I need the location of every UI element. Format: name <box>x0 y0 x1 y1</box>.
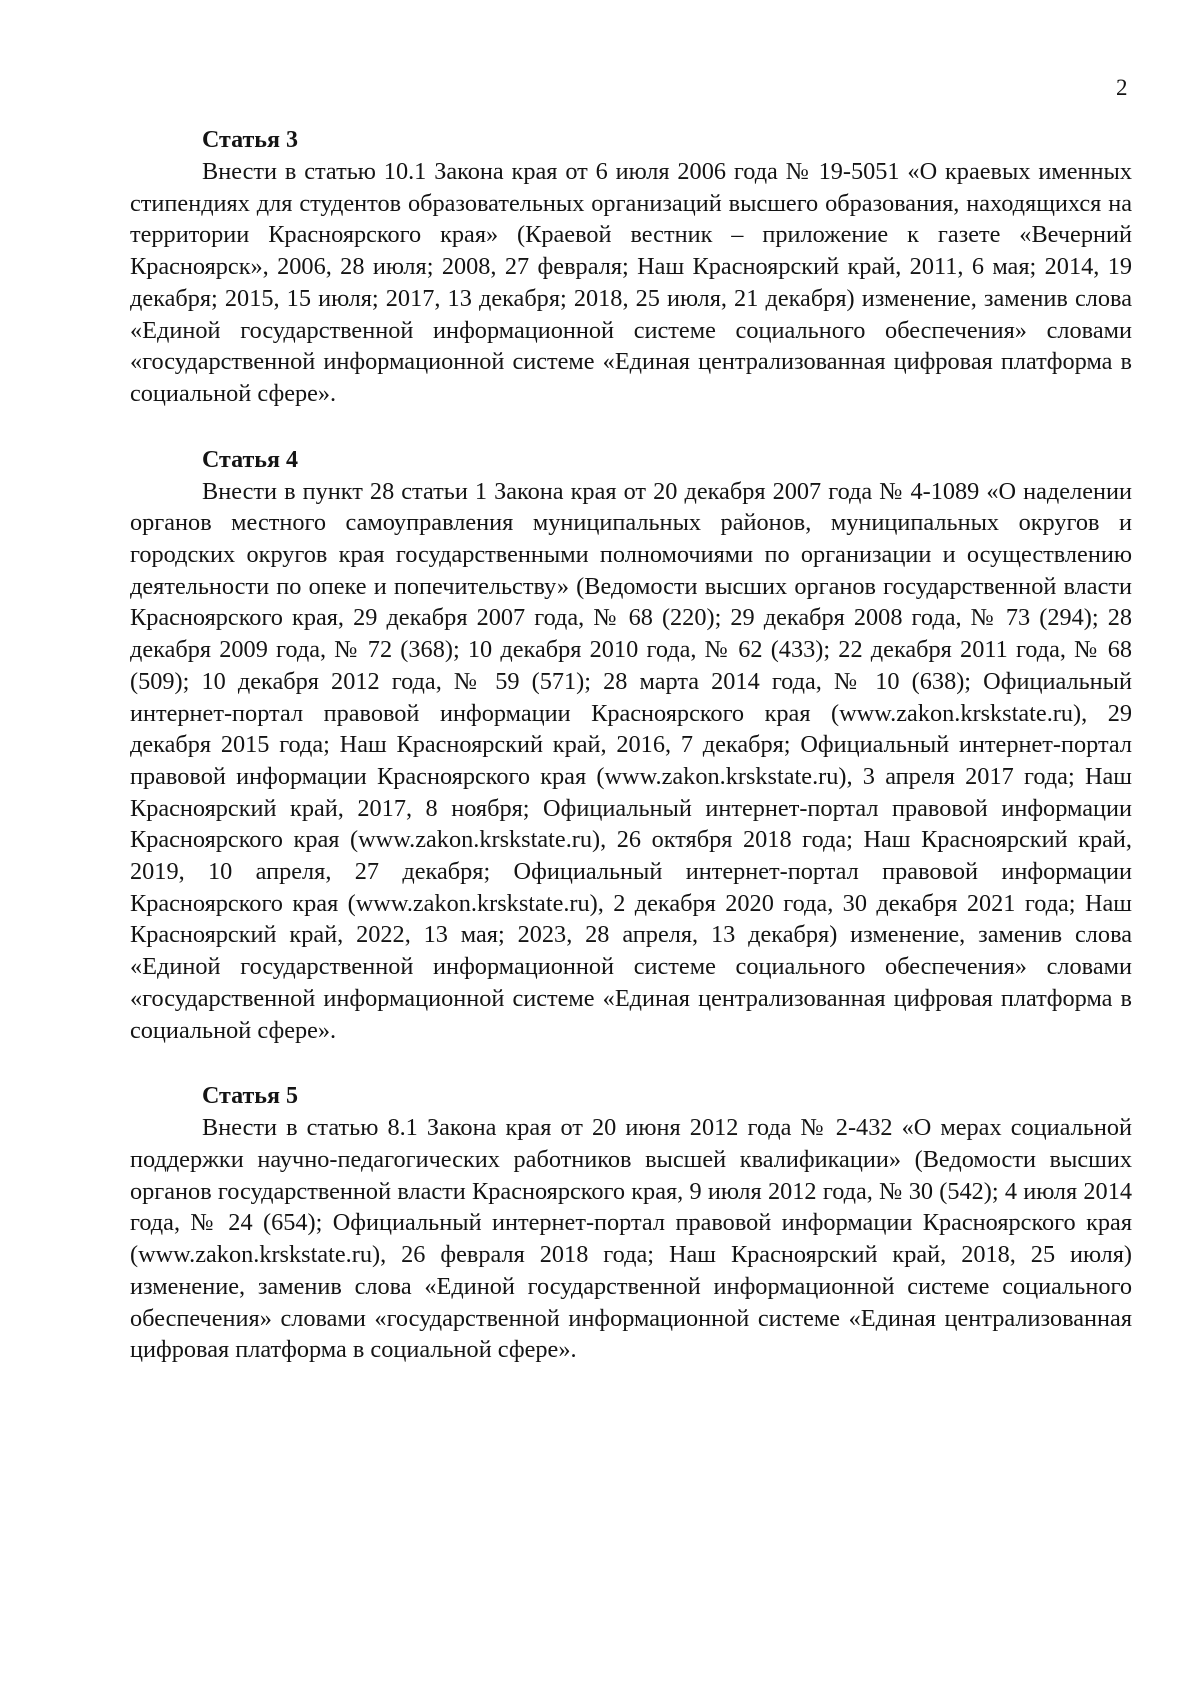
article-4 <box>130 444 1132 1047</box>
article-title: Статья 3 <box>202 127 298 153</box>
page-number: 2 <box>1116 75 1128 100</box>
article-title: Статья 4 <box>202 446 298 473</box>
article-title: Статья 5 <box>202 1083 298 1110</box>
article-3 <box>130 124 1132 410</box>
article-text: Внести в статью 8.1 Закона края от 20 июня 2012 года № 2-432 «О мерах социальной поддержки научно-педагогических работников высшей квалификации» (Ведомости высших органов государственной власти Красноярского края, 9 июля 2012 года, № 30 (542); 4 июля 2014 года, № 24 (654); Официальный интернет-портал правовой информации Красноярского края (www.zakon.krskstate.ru), 26 февраля 2018 года; Наш Красноярский край, 2018, 25 июля) изменение, заменив слова «Единой государственной информационной системе социального обеспечения» словами «государственной информационной системе «Единая централизованная цифровая платформа в социальной сфере». <box>130 1114 1132 1364</box>
document-body <box>130 124 1132 1366</box>
article-text: Внести в статью 10.1 Закона края от 6 июля 2006 года № 19-5051 «О краевых именных стипендиях для студентов образовательных организаций высшего образования, находящихся на территории Красноярского края» (Краевой вестник – приложение к газете «Вечерний Красноярск», 2006, 28 июля; 2008, 27 февраля; Наш Красноярский край, 2011, 6 мая; 2014, 19 декабря; 2015, 15 июля; 2017, 13 декабря; 2018, 25 июля, 21 декабря) изменение, заменив слова «Единой государственной информационной системе социального обеспечения» словами «государственной информационной системе «Единая централизованная цифровая платформа в социальной сфере». <box>130 158 1132 407</box>
article-5 <box>130 1080 1132 1366</box>
article-text: Внести в пункт 28 статьи 1 Закона края от 20 декабря 2007 года № 4-1089 «О наделении органов местного самоуправления муниципальных районов, муниципальных округов и городских округов края государственными полномочиями по организации и осуществлению деятельности по опеке и попечительству» (Ведомости высших органов государственной власти Красноярского края, 29 декабря 2007 года, № 68 (220); 29 декабря 2008 года, № 73 (294); 28 декабря 2009 года, № 72 (368); 10 декабря 2010 года, № 62 (433); 22 декабря 2011 года, № 68 (509); 10 декабря 2012 года, № 59 (571); 28 марта 2014 года, № 10 (638); Официальный интернет-портал правовой информации Красноярского края (www.zakon.krskstate.ru), 29 декабря 2015 года; Наш Красноярский край, 2016, 7 декабря; Официальный интернет-портал правовой информации Красноярского края (www.zakon.krskstate.ru), 3 апреля 2017 года; Наш Красноярский край, 2017, 8 ноября; Официальный интернет-портал правовой информации Красноярского края (www.zakon.krskstate.ru), 26 октября 2018 года; Наш Красноярский край, 2019, 10 апреля, 27 декабря; Официальный интернет-портал правовой информации Красноярского края (www.zakon.krskstate.ru), 2 декабря 2020 года, 30 декабря 2021 года; Наш Красноярский край, 2022, 13 мая; 2023, 28 апреля, 13 декабря) изменение, заменив слова «Единой государственной информационной системе социального обеспечения» словами «государственной информационной системе «Единая централизованная цифровая платформа в социальной сфере». <box>130 477 1132 1044</box>
